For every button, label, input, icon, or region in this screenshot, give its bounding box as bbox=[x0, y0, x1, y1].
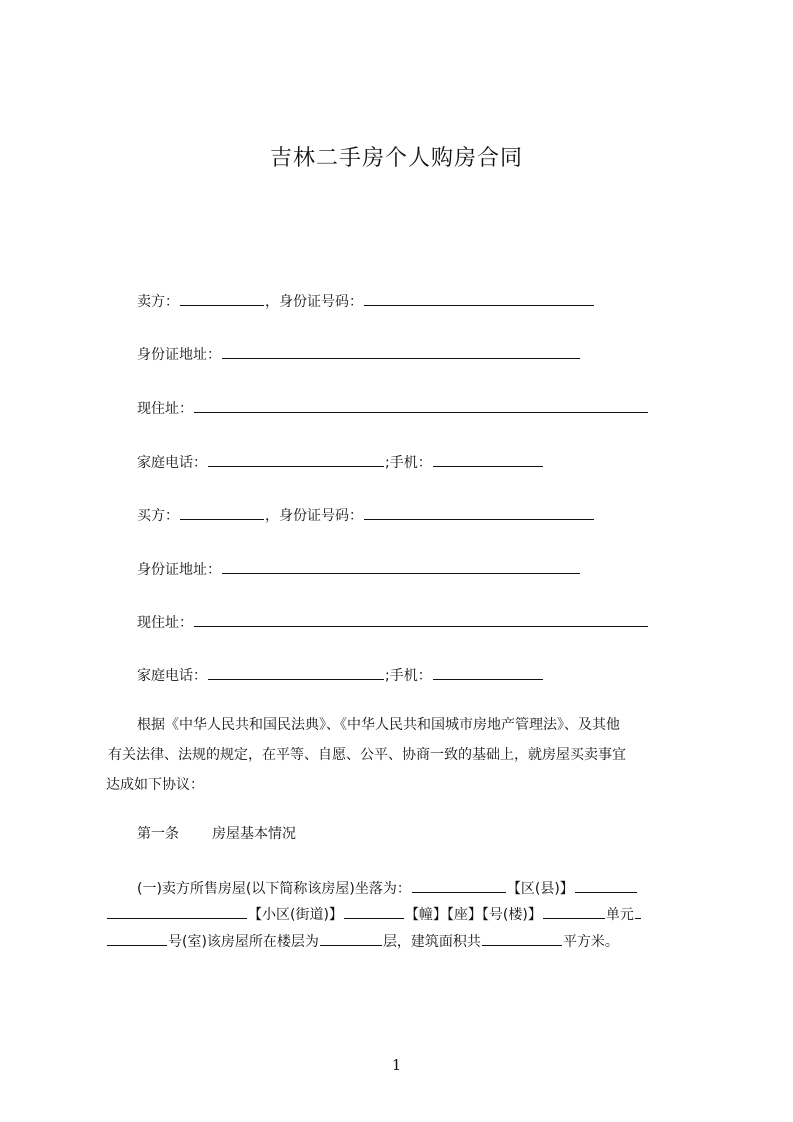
page-number: 1 bbox=[391, 1056, 402, 1074]
seller-id-address-line bbox=[137, 344, 581, 365]
buyer-current-address-line bbox=[137, 612, 649, 633]
district-blank-cont[interactable] bbox=[107, 904, 247, 919]
buyer-current-address-label: 现住址： bbox=[137, 615, 193, 631]
seller-mobile-label: ;手机： bbox=[385, 455, 432, 471]
seller-line bbox=[137, 291, 595, 312]
seller-id-label: ，身份证号码： bbox=[265, 294, 363, 310]
seller-current-address-blank[interactable] bbox=[194, 398, 648, 413]
buyer-id-blank[interactable] bbox=[364, 505, 594, 520]
preamble-line: 根据《中华人民共和国民法典》、《中华人民共和国城市房地产管理法》、及其他 bbox=[137, 717, 620, 733]
clause-text: 号(室)该房屋所在楼层为 bbox=[168, 934, 319, 950]
clause-line bbox=[106, 904, 642, 925]
clause-text: 【区(县)】 bbox=[506, 881, 574, 897]
seller-home-phone-label: 家庭电话： bbox=[137, 455, 207, 471]
area-blank[interactable] bbox=[482, 931, 562, 946]
unit-blank[interactable] bbox=[635, 904, 641, 919]
seller-home-phone-blank[interactable] bbox=[208, 452, 384, 467]
preamble-line: 达成如下协议： bbox=[106, 777, 204, 793]
article-heading bbox=[137, 824, 296, 844]
article-number: 第一条 bbox=[137, 826, 179, 842]
seller-current-address-line bbox=[137, 398, 649, 419]
buyer-home-phone-blank[interactable] bbox=[208, 665, 384, 680]
clause-text: 单元 bbox=[605, 907, 634, 923]
preamble-paragraph bbox=[106, 710, 702, 800]
clause-text: 层，建筑面积共 bbox=[382, 934, 481, 950]
seller-name-blank[interactable] bbox=[180, 291, 264, 306]
building-blank[interactable] bbox=[543, 904, 605, 919]
clause-line bbox=[106, 931, 619, 952]
district-blank[interactable] bbox=[575, 878, 637, 893]
clause-text: (一)卖方所售房屋(以下简称该房屋)坐落为： bbox=[137, 881, 411, 897]
seller-current-address-label: 现住址： bbox=[137, 401, 193, 417]
seller-id-address-label: 身份证地址： bbox=[137, 347, 221, 363]
clause-text: 平方米。 bbox=[562, 934, 619, 950]
clause-line bbox=[137, 878, 638, 899]
buyer-id-address-line bbox=[137, 559, 581, 580]
floor-blank[interactable] bbox=[320, 931, 382, 946]
location-blank[interactable] bbox=[412, 878, 506, 893]
seller-phone-line bbox=[137, 452, 544, 473]
buyer-id-address-label: 身份证地址： bbox=[137, 562, 221, 578]
buyer-current-address-blank[interactable] bbox=[194, 612, 648, 627]
room-blank[interactable] bbox=[107, 931, 167, 946]
buyer-name-blank[interactable] bbox=[180, 505, 264, 520]
page-title: 吉林二手房个人购房合同 bbox=[269, 146, 523, 171]
seller-id-address-blank[interactable] bbox=[222, 344, 580, 359]
article-title: 房屋基本情况 bbox=[212, 826, 296, 842]
buyer-label: 买方： bbox=[137, 508, 179, 524]
seller-id-blank[interactable] bbox=[364, 291, 594, 306]
buyer-phone-line bbox=[137, 665, 544, 686]
buyer-line bbox=[137, 505, 595, 526]
preamble-line: 有关法律、法规的规定，在平等、自愿、公平、协商一致的基础上，就房屋买卖事宜 bbox=[108, 747, 626, 763]
community-blank[interactable] bbox=[344, 904, 404, 919]
seller-mobile-blank[interactable] bbox=[433, 452, 543, 467]
clause-text: 【幢】【座】【号(楼)】 bbox=[404, 907, 542, 923]
buyer-mobile-blank[interactable] bbox=[433, 665, 543, 680]
clause-text: 【小区(街道)】 bbox=[248, 907, 343, 923]
buyer-mobile-label: ;手机： bbox=[385, 668, 432, 684]
seller-label: 卖方： bbox=[137, 294, 179, 310]
buyer-id-address-blank[interactable] bbox=[222, 559, 580, 574]
buyer-id-label: ，身份证号码： bbox=[265, 508, 363, 524]
buyer-home-phone-label: 家庭电话： bbox=[137, 668, 207, 684]
